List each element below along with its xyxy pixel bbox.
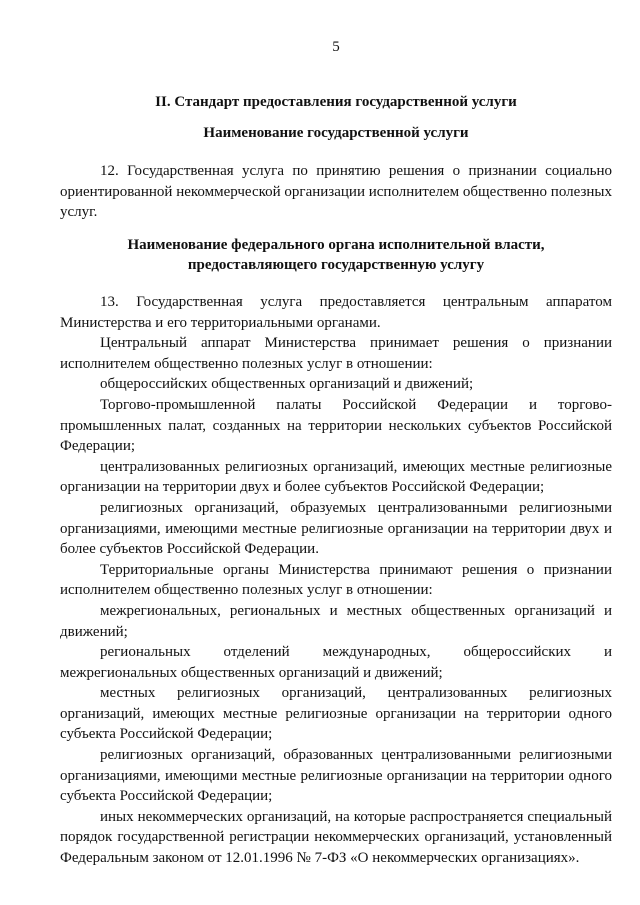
- paragraph: региональных отделений международных, общероссийских и межрегиональных общественных организаций и движений;: [60, 644, 612, 681]
- paragraph: Торгово-промышленной палаты Российской Федерации и торгово-промышленных палат, созданных на территории нескольких субъектов Российской Федерации;: [60, 396, 612, 455]
- body-paragraphs: [60, 292, 612, 869]
- federal-body-heading: [60, 235, 612, 275]
- service-name-heading: Наименование государственной услуги: [203, 125, 469, 141]
- paragraph: религиозных организаций, образуемых централизованными религиозными организациями, имеющими местные религиозные организации на территории двух и более субъектов Российской Федерации.: [60, 499, 612, 558]
- paragraph: централизованных религиозных организаций, имеющих местные религиозные организации на территории двух и более субъектов Российской Федерации;: [60, 458, 612, 496]
- federal-body-heading-line2: предоставляющего государственную услугу: [187, 257, 485, 273]
- paragraph: 13. Государственная услуга предоставляется центральным аппаратом Министерства и его территориальными органами.: [60, 294, 612, 331]
- paragraph: иных некоммерческих организаций, на которые распространяется специальный порядок государственной регистрации некоммерческих организаций, установленный Федеральным законом от 12.01.1996 № 7-ФЗ «О некоммерческих организациях».: [60, 808, 612, 867]
- paragraph: местных религиозных организаций, централизованных религиозных организаций, имеющих местные религиозные организации на территории одного субъекта Российской Федерации;: [60, 685, 612, 743]
- paragraph: межрегиональных, региональных и местных общественных организаций и движений;: [60, 602, 612, 640]
- section-title: II. Стандарт предоставления государственной услуги: [155, 94, 517, 110]
- paragraph: Центральный аппарат Министерства принимает решения о признании исполнителем общественно полезных услуг в отношении:: [60, 335, 612, 372]
- page-number: 5: [332, 39, 340, 55]
- federal-body-heading-line1: Наименование федерального органа исполнительной власти,: [127, 237, 545, 253]
- paragraph: общероссийских общественных организаций и движений;: [100, 376, 474, 393]
- paragraph: Территориальные органы Министерства принимают решения о признании исполнителем общественно полезных услуг в отношении:: [60, 561, 612, 599]
- paragraph: религиозных организаций, образованных централизованными религиозными организациями, имеющими местные религиозные организации на территории одного субъекта Российской Федерации;: [60, 747, 612, 805]
- paragraph-12: 12. Государственная услуга по принятию решения о признании социально ориентированной некоммерческой организации исполнителем общественно полезных услуг.: [60, 163, 612, 221]
